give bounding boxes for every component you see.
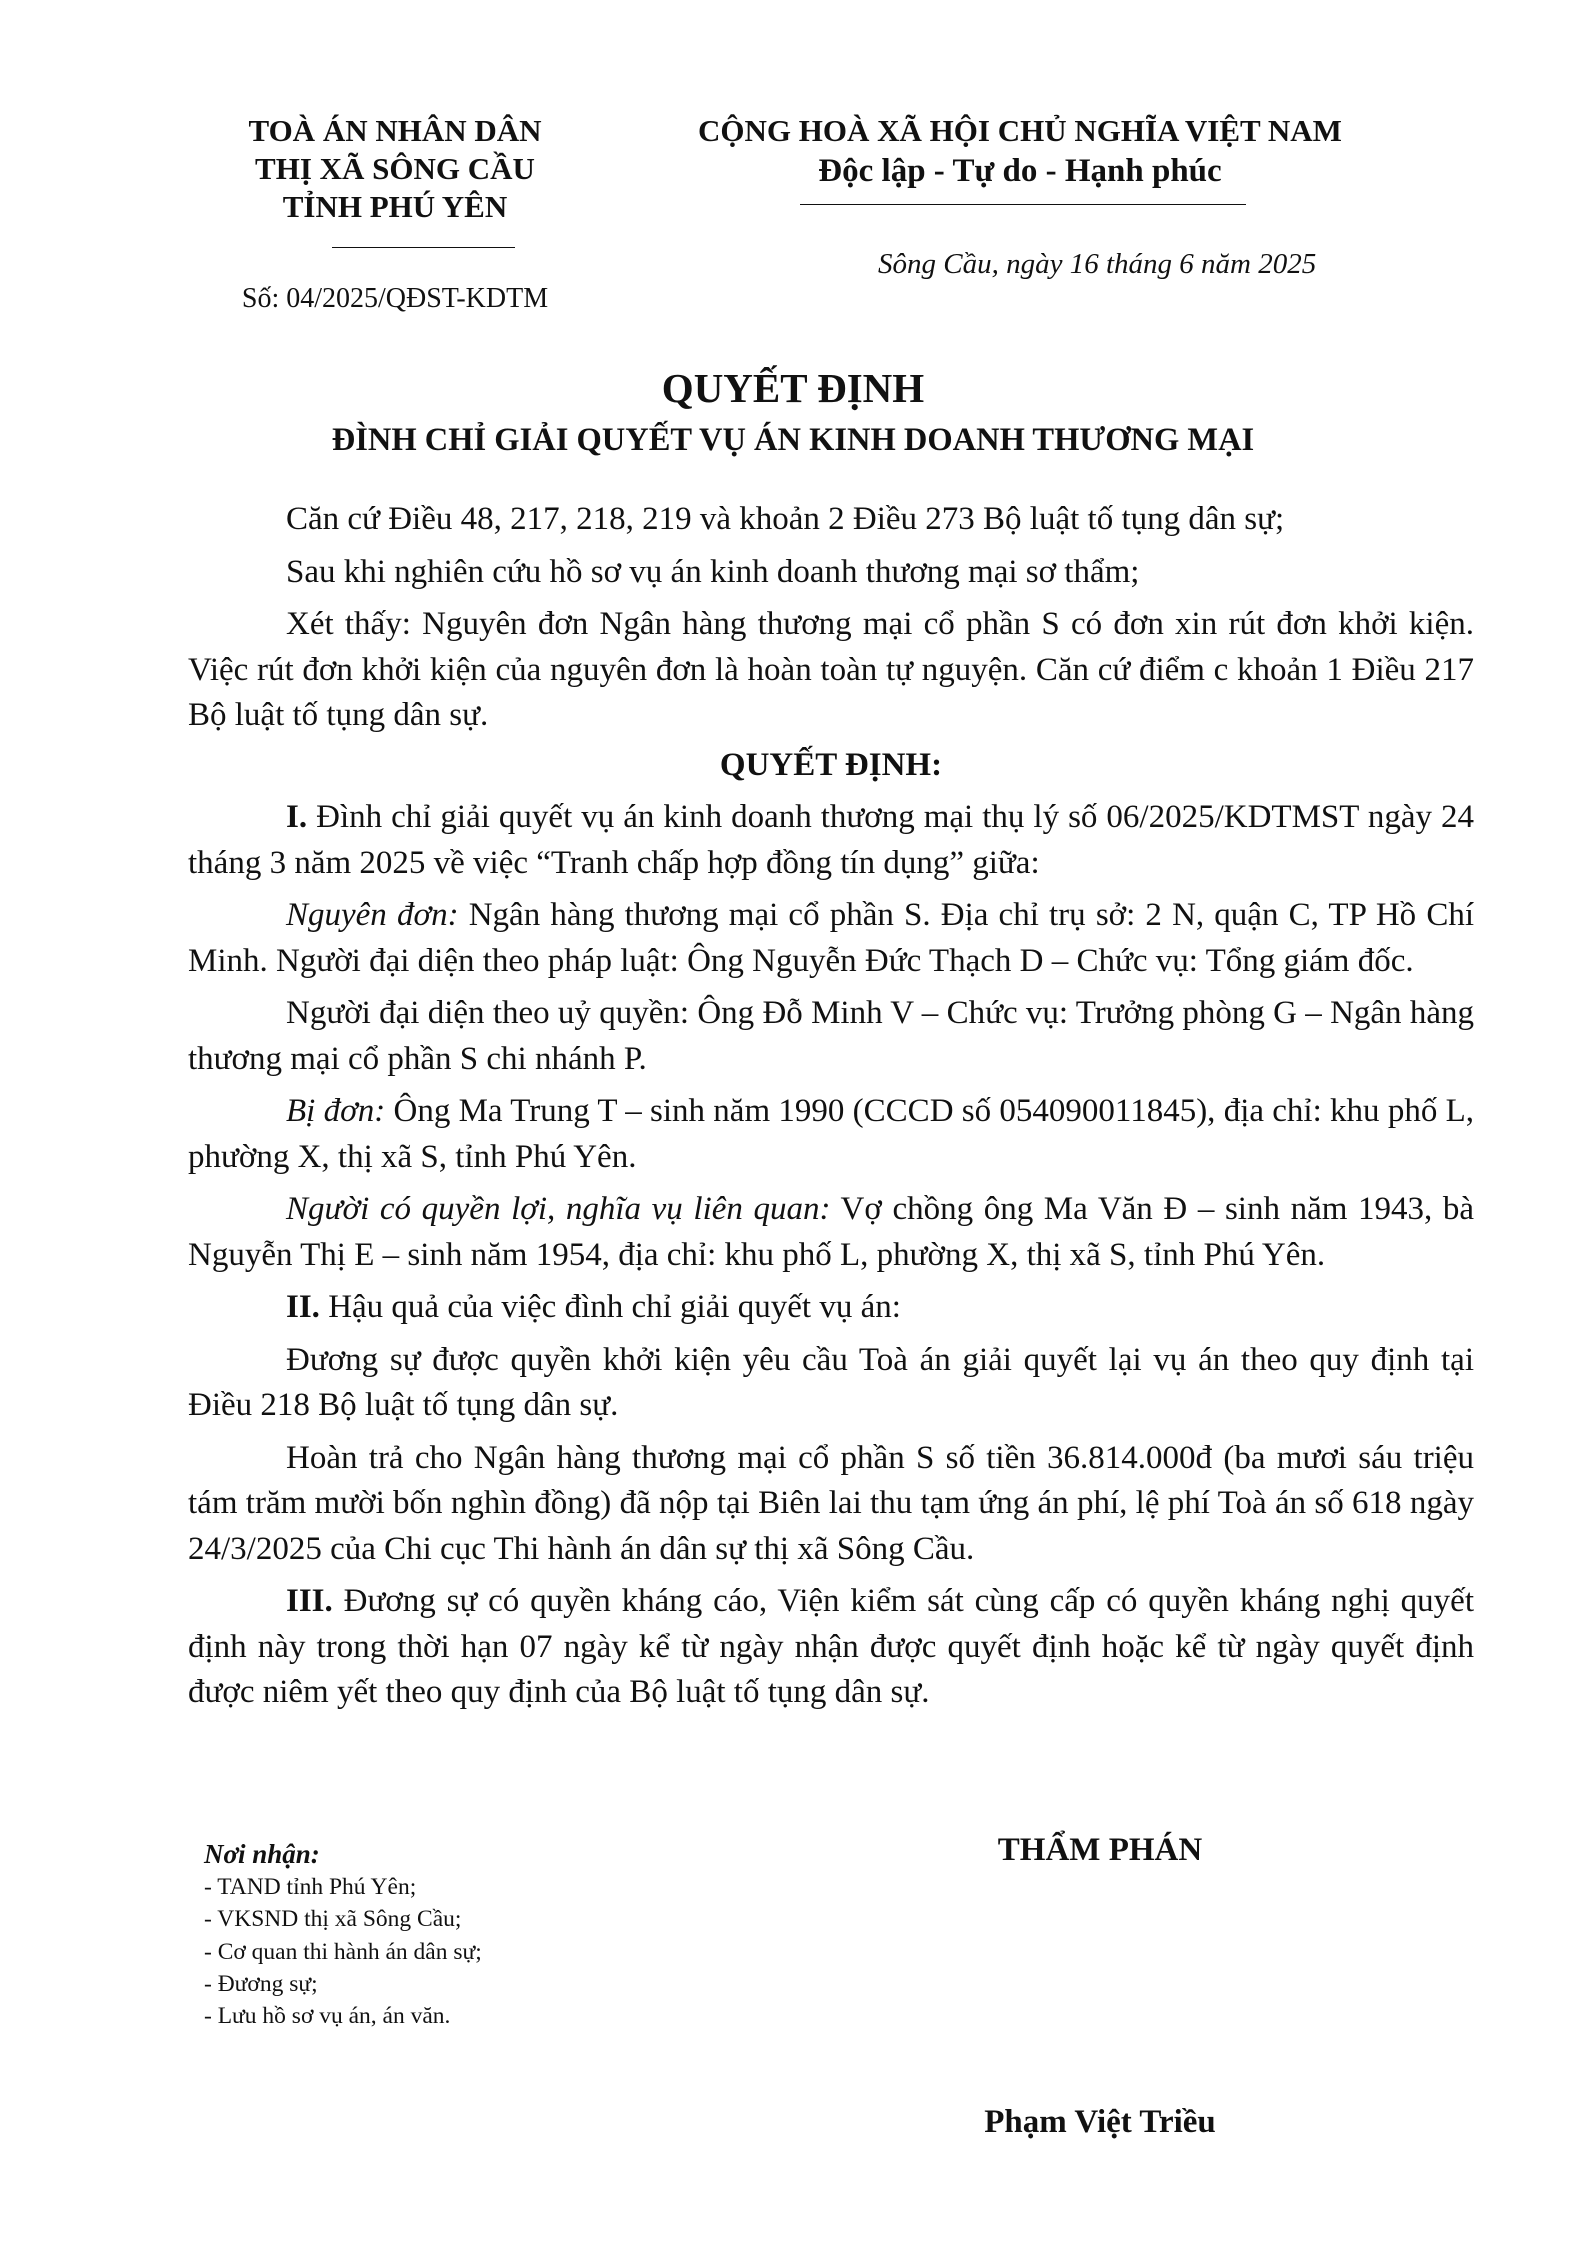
related-party-text: Vợ chồng ông Ma Văn Đ – sinh năm 1943, bà Nguyễn Thị E – sinh năm 1954, địa chỉ: khu phố L, phường X, thị xã S, tỉnh Phú Yên. xyxy=(188,1191,1475,1273)
defendant-text: Ông Ma Trung T – sinh năm 1990 (CCCD số 054090011845), địa chỉ: khu phố L, phường X, thị xã S, tỉnh Phú Yên. xyxy=(188,1093,1474,1175)
section-2-text: Hậu quả của việc đình chỉ giải quyết vụ án: xyxy=(328,1289,901,1325)
re-filing-right: Đương sự được quyền khởi kiện yêu cầu Toà án giải quyết lại vụ án theo quy định tại Điều 218 Bộ luật tố tụng dân sự. xyxy=(188,1341,1474,1423)
related-party-paragraph xyxy=(188,1187,1474,1278)
signer-name: Phạm Việt Triều xyxy=(984,2104,1216,2140)
defendant-paragraph xyxy=(188,1089,1474,1180)
recipient-item: - VKSND thị xã Sông Cầu; xyxy=(204,1906,462,1933)
document-subtitle: ĐÌNH CHỈ GIẢI QUYẾT VỤ ÁN KINH DOANH THƯƠNG MẠI xyxy=(331,422,1255,458)
legal-basis: Căn cứ Điều 48, 217, 218, 219 và khoản 2 Điều 273 Bộ luật tố tụng dân sự; xyxy=(286,501,1285,537)
section-1-paragraph xyxy=(188,795,1474,886)
plaintiff-paragraph xyxy=(188,893,1474,984)
defendant-label: Bị đơn: xyxy=(286,1093,386,1129)
section-3-label: III. xyxy=(286,1583,333,1619)
recipient-item: - Cơ quan thi hành án dân sự; xyxy=(204,1938,482,1965)
nation-name: CỘNG HOÀ XÃ HỘI CHỦ NGHĨA VIỆT NAM xyxy=(698,113,1342,148)
place-date: Sông Cầu, ngày 16 tháng 6 năm 2025 xyxy=(878,248,1317,280)
section-2-paragraph xyxy=(188,1285,1474,1331)
fee-refund: Hoàn trả cho Ngân hàng thương mại cổ phần S số tiền 36.814.000đ (ba mươi sáu triệu tám trăm mười bốn nghìn đồng) đã nộp tại Biên lai thu tạm ứng án phí, lệ phí Toà án số 618 ngày 24/3/2025 của Chi cục Thi hành án dân sự thị xã Sông Cầu. xyxy=(188,1439,1474,1567)
section-3-text: Đương sự có quyền kháng cáo, Viện kiểm sát cùng cấp có quyền kháng nghị quyết định này trong thời hạn 07 ngày kể từ ngày nhận được quyết định hoặc kể từ ngày quyết định được niêm yết theo quy định của Bộ luật tố tụng dân sự. xyxy=(188,1583,1474,1710)
signer-role: THẨM PHÁN xyxy=(997,1832,1203,1868)
court-header xyxy=(210,112,580,226)
review-statement: Sau khi nghiên cứu hồ sơ vụ án kinh doanh thương mại sơ thẩm; xyxy=(286,553,1140,590)
document-title: QUYẾT ĐỊNH xyxy=(661,365,925,411)
considering-paragraph: Xét thấy: Nguyên đơn Ngân hàng thương mại cổ phần S có đơn xin rút đơn khởi kiện. Việc rút đơn khởi kiện của nguyên đơn là hoàn toàn tự nguyện. Căn cứ điểm c khoản 1 Điều 217 Bộ luật tố tụng dân sự. xyxy=(188,606,1474,733)
national-motto: Độc lập - Tự do - Hạnh phúc xyxy=(818,153,1222,189)
section-2-label: II. xyxy=(286,1289,320,1325)
document-number: Số: 04/2025/QĐST-KDTM xyxy=(241,283,549,314)
court-name-line3: TỈNH PHÚ YÊN xyxy=(282,189,508,224)
section-1-label: I. xyxy=(286,799,308,835)
section-3-paragraph xyxy=(188,1579,1474,1716)
document-body xyxy=(188,497,1474,1716)
motto-underline xyxy=(800,204,1246,205)
decision-heading: QUYẾT ĐỊNH: xyxy=(719,746,943,783)
recipient-item: - TAND tỉnh Phú Yên; xyxy=(204,1874,417,1900)
recipient-item: - Đương sự; xyxy=(204,1970,318,1997)
court-name-line1: TOÀ ÁN NHÂN DÂN xyxy=(248,113,542,148)
authorized-representative: Người đại diện theo uỷ quyền: Ông Đỗ Minh V – Chức vụ: Trưởng phòng G – Ngân hàng thương mại cổ phần S chi nhánh P. xyxy=(188,995,1474,1077)
plaintiff-text: Ngân hàng thương mại cổ phần S. Địa chỉ trụ sở: 2 N, quận C, TP Hồ Chí Minh. Người đại diện theo pháp luật: Ông Nguyễn Đức Thạch D – Chức vụ: Tổng giám đốc. xyxy=(188,897,1475,979)
recipients-block xyxy=(204,1837,482,2032)
plaintiff-label: Nguyên đơn: xyxy=(286,897,459,933)
national-header xyxy=(640,112,1400,190)
court-header-rule xyxy=(332,247,515,248)
recipients-title: Nơi nhận: xyxy=(204,1839,320,1869)
court-name-line2: THỊ XÃ SÔNG CẦU xyxy=(255,151,535,186)
recipient-item: - Lưu hồ sơ vụ án, án văn. xyxy=(204,2003,451,2030)
related-party-label: Người có quyền lợi, nghĩa vụ liên quan: xyxy=(286,1191,831,1227)
section-1-text: Đình chỉ giải quyết vụ án kinh doanh thương mại thụ lý số 06/2025/KDTMST ngày 24 tháng 3 năm 2025 về việc “Tranh chấp hợp đồng tín dụng” giữa: xyxy=(188,799,1475,881)
